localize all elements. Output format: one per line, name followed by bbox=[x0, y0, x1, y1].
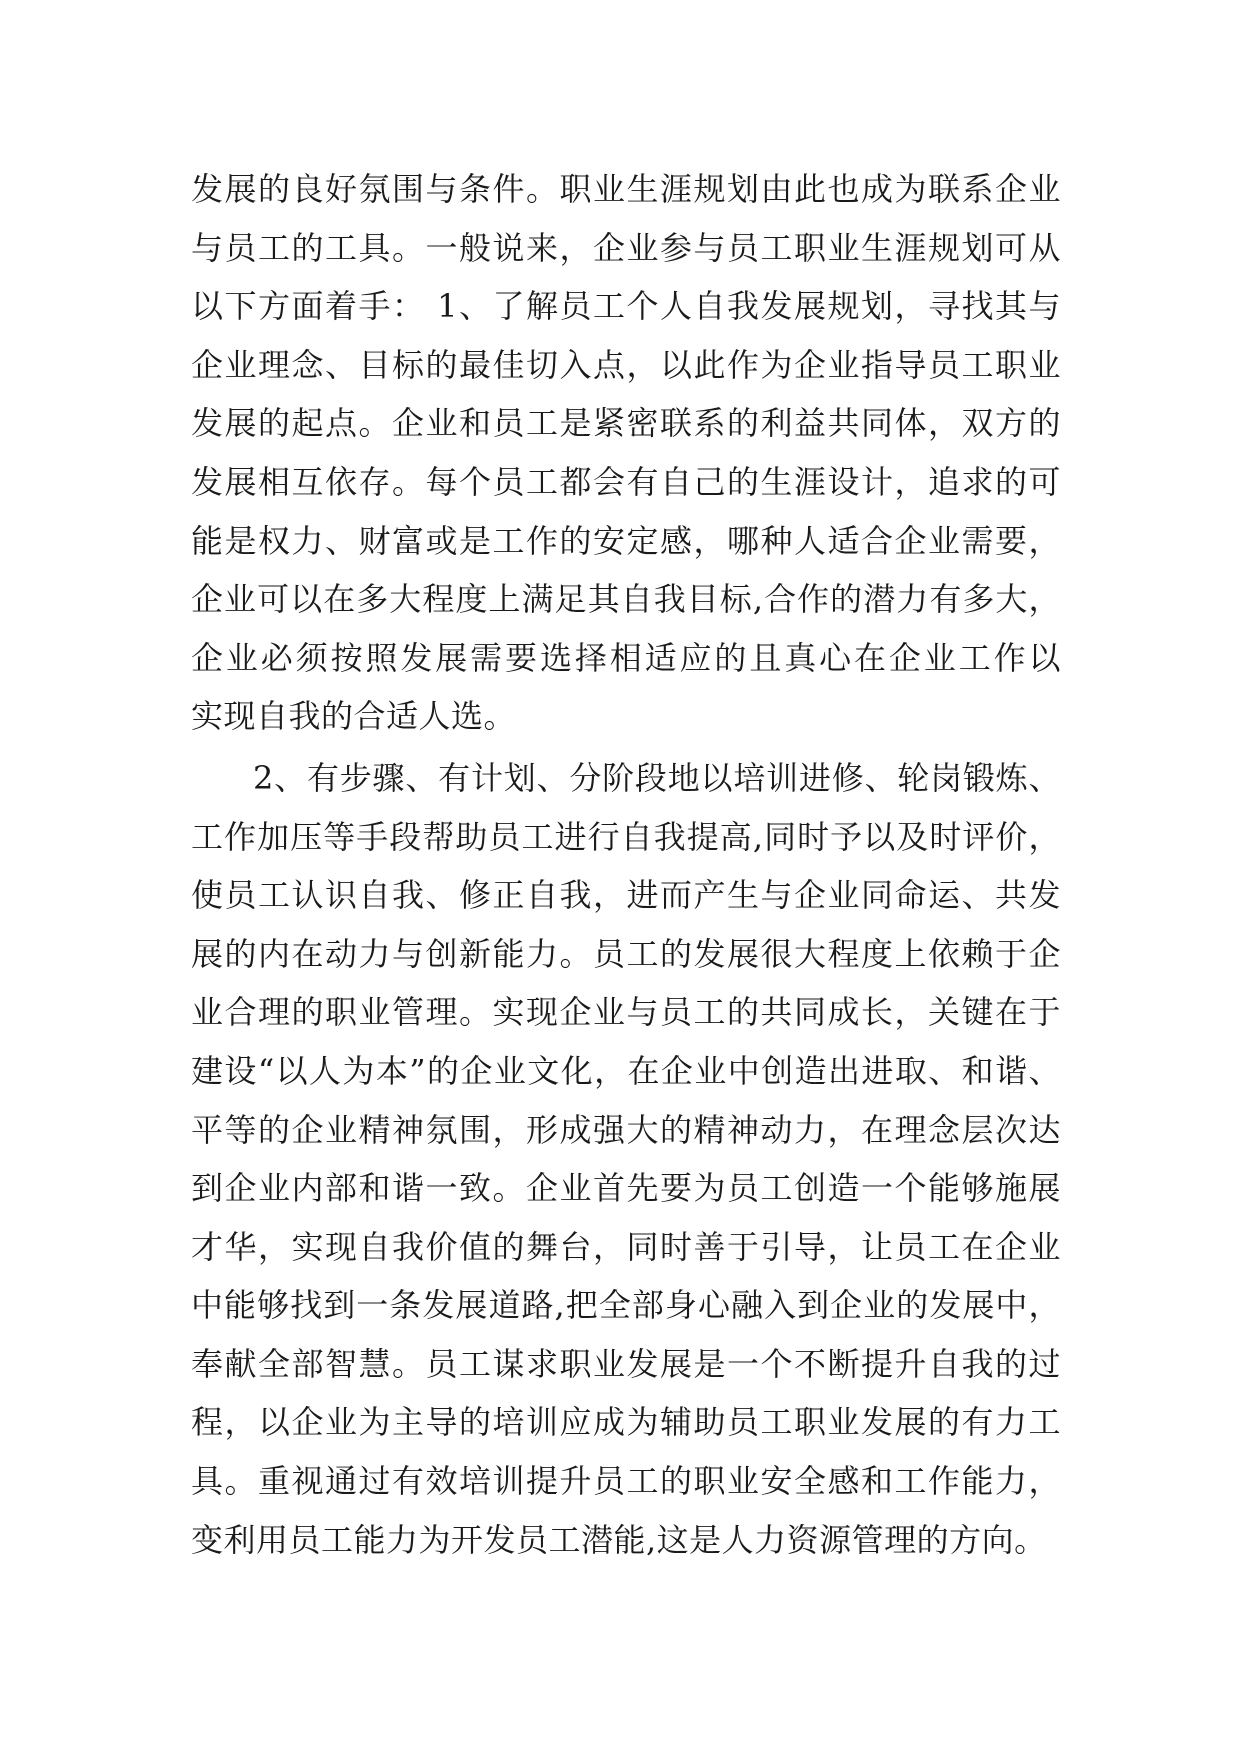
text-line: 建设“以人为本”的企业文化，在企业中创造出进取、和谐、 bbox=[191, 1051, 1061, 1090]
text-line: 与员工的工具。一般说来，企业参与员工职业生涯规划可从 bbox=[191, 228, 1061, 267]
text-line: 使员工认识自我、修正自我，进而产生与企业同命运、共发 bbox=[191, 876, 1061, 915]
text-line: 企业可以在多大程度上满足其自我目标,合作的潜力有多大， bbox=[191, 580, 1061, 619]
text-line: 具。重视通过有效培训提升员工的职业安全感和工作能力， bbox=[191, 1462, 1061, 1501]
text-line: 实现自我的合适人选。 bbox=[191, 697, 517, 736]
text-line: 2、有步骤、有计划、分阶段地以培训进修、轮岗锻炼、 bbox=[253, 758, 1061, 797]
text-line: 到企业内部和谐一致。企业首先要为员工创造一个能够施展 bbox=[191, 1169, 1061, 1208]
text-line: 平等的企业精神氛围，形成强大的精神动力，在理念层次达 bbox=[191, 1110, 1061, 1149]
text-line: 变利用员工能力为开发员工潜能,这是人力资源管理的方向。 bbox=[191, 1520, 1047, 1559]
text-line: 中能够找到一条发展道路,把全部身心融入到企业的发展中， bbox=[191, 1286, 1061, 1325]
text-line: 发展的良好氛围与条件。职业生涯规划由此也成为联系企业 bbox=[191, 170, 1061, 208]
text-line: 展的内在动力与创新能力。员工的发展很大程度上依赖于企 bbox=[191, 934, 1061, 973]
text-line: 以下方面着手： 1、了解员工个人自我发展规划，寻找其与 bbox=[191, 287, 1061, 326]
text-line: 发展的起点。企业和员工是紧密联系的利益共同体，双方的 bbox=[191, 404, 1061, 443]
text-line: 业合理的职业管理。实现企业与员工的共同成长，关键在于 bbox=[191, 993, 1061, 1032]
paragraph-2 bbox=[191, 749, 1061, 1569]
text-line: 程，以企业为主导的培训应成为辅助员工职业发展的有力工 bbox=[191, 1403, 1061, 1442]
text-line: 企业必须按照发展需要选择相适应的且真心在企业工作以 bbox=[191, 638, 1061, 677]
paragraph-1 bbox=[191, 160, 1061, 746]
body-text bbox=[191, 160, 1061, 1569]
text-line: 才华，实现自我价值的舞台，同时善于引导，让员工在企业 bbox=[191, 1227, 1061, 1266]
text-line: 发展相互依存。每个员工都会有自己的生涯设计，追求的可 bbox=[191, 462, 1061, 501]
text-line: 企业理念、目标的最佳切入点，以此作为企业指导员工职业 bbox=[191, 345, 1061, 384]
text-line: 能是权力、财富或是工作的安定感，哪种人适合企业需要， bbox=[191, 521, 1061, 560]
text-line: 工作加压等手段帮助员工进行自我提高,同时予以及时评价， bbox=[191, 817, 1061, 856]
text-line: 奉献全部智慧。员工谋求职业发展是一个不断提升自我的过 bbox=[191, 1344, 1061, 1383]
